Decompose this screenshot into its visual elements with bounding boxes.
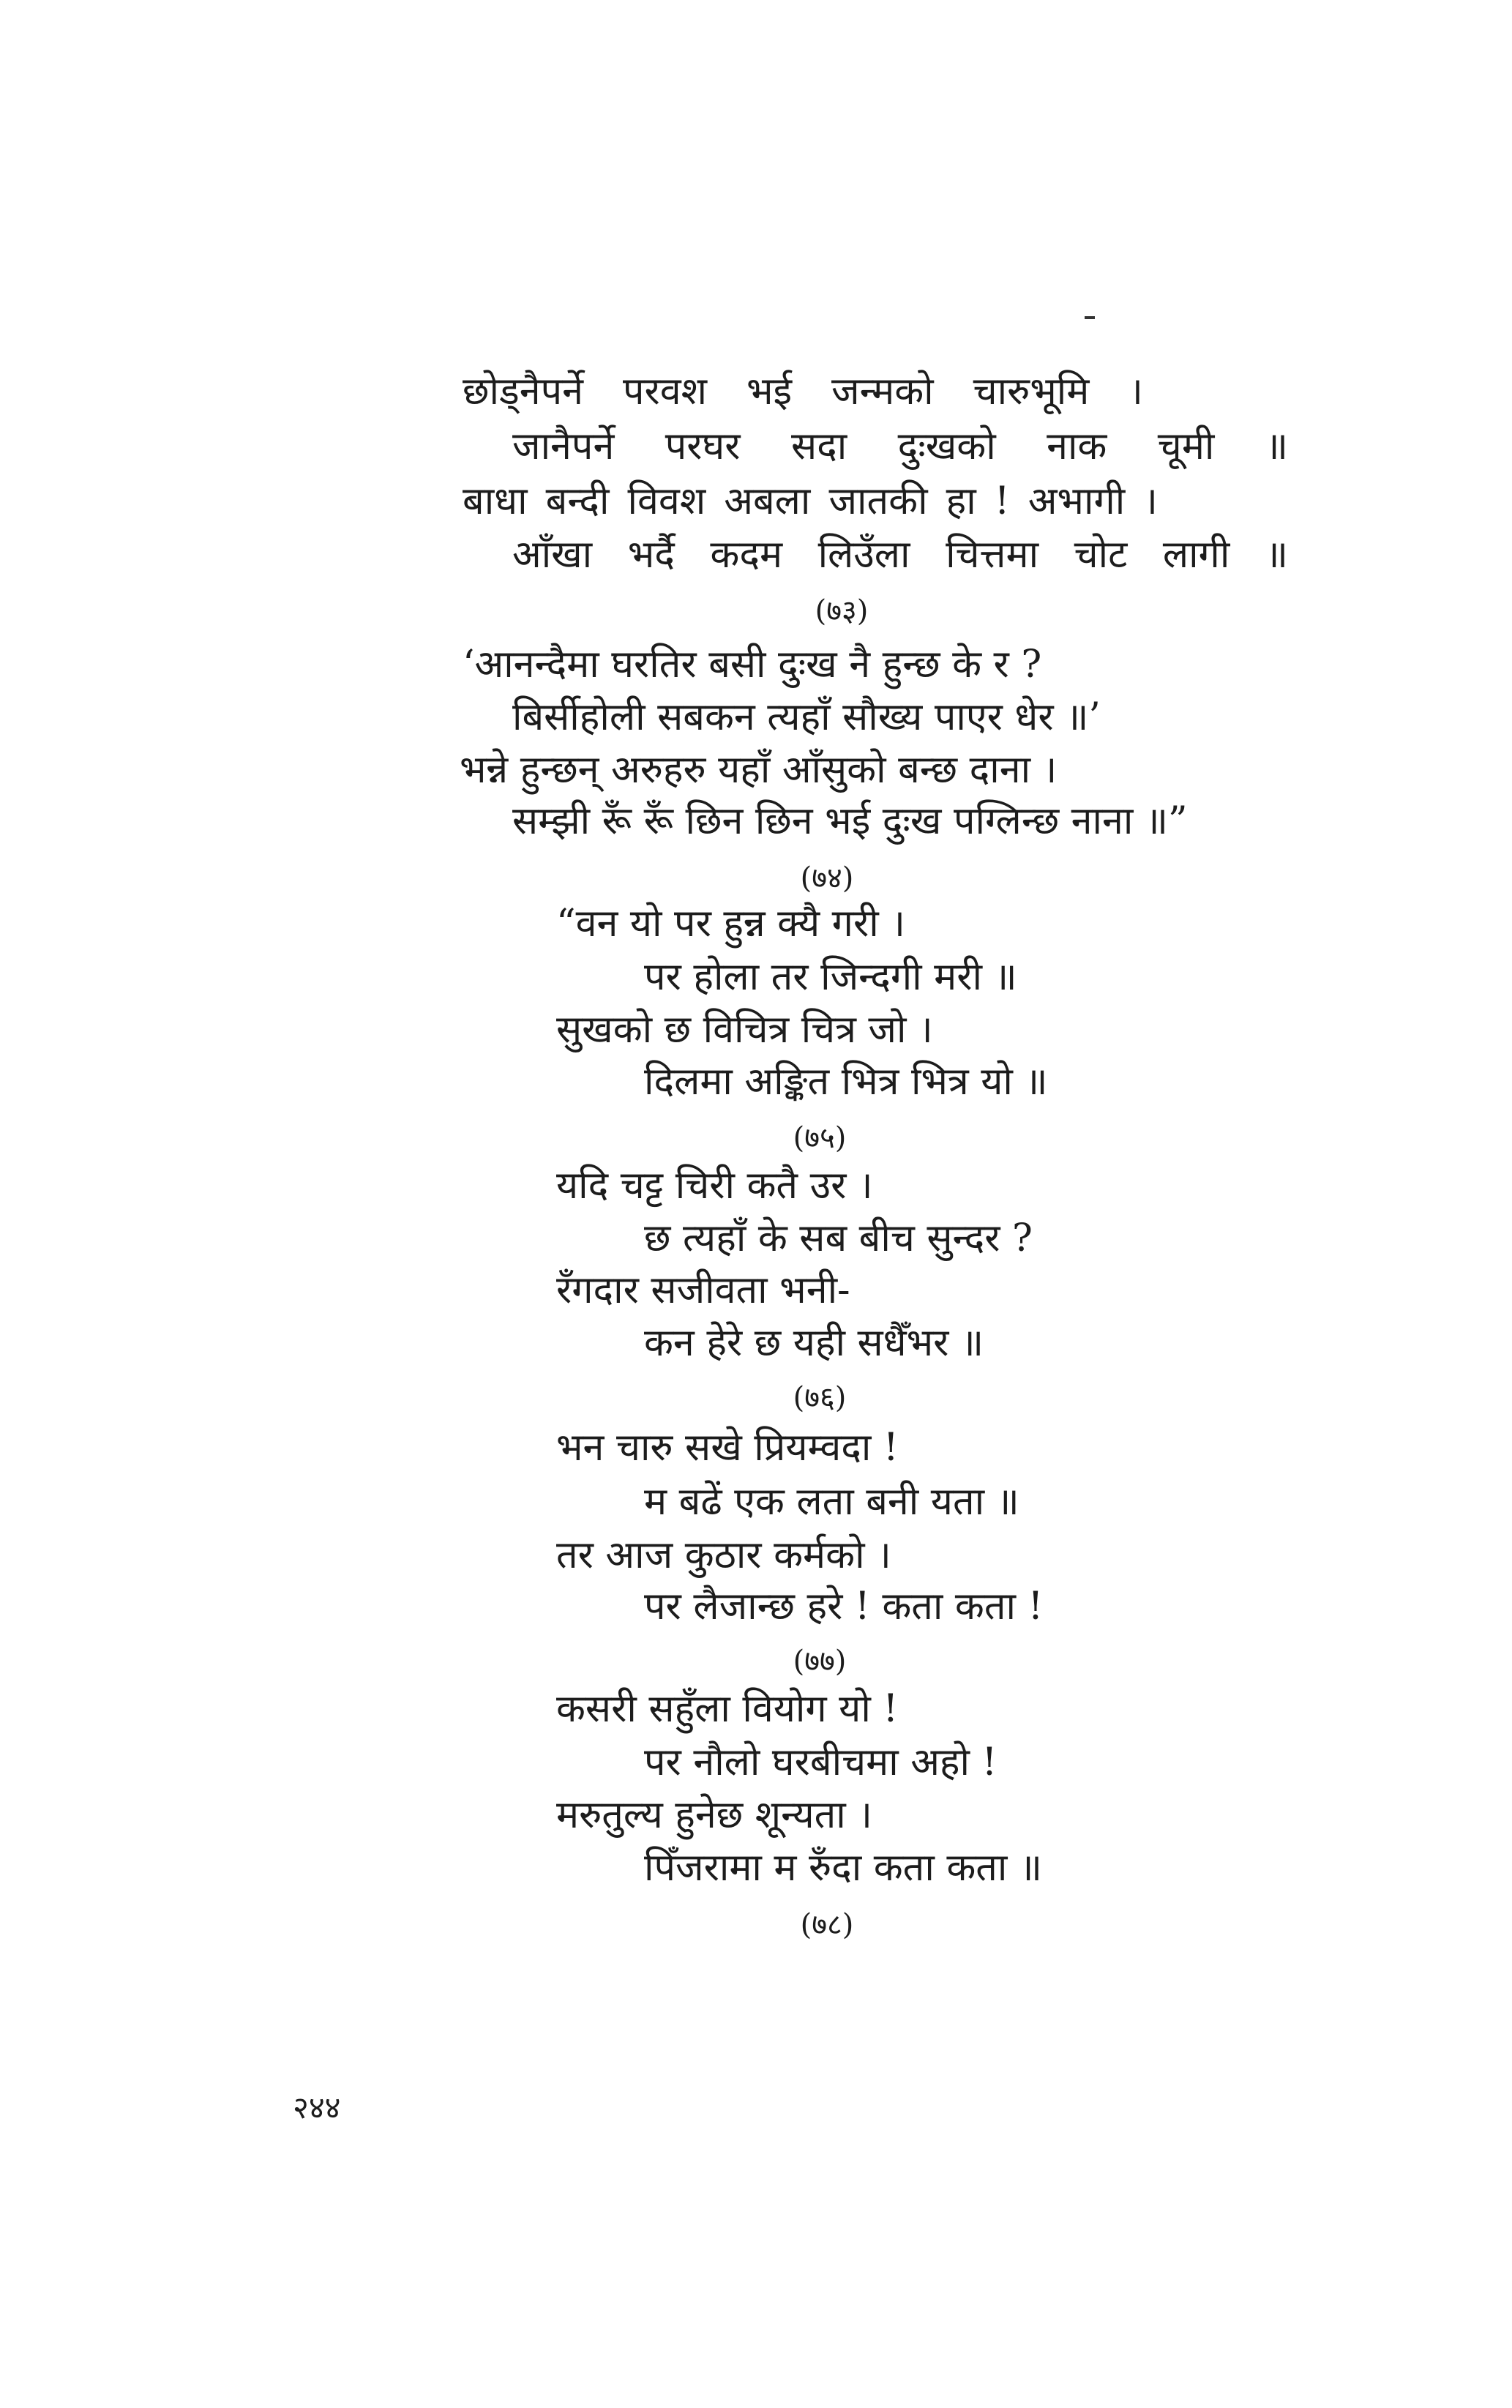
top-dash-mark xyxy=(1085,316,1095,319)
verse-line: कसरी सहुँला वियोग यो ! xyxy=(556,1687,899,1731)
verse-line: बिर्सीहोली सबकन त्यहाँ सौख्य पाएर धेर ॥’ xyxy=(512,695,1101,739)
stanza-number: (७६) xyxy=(793,1381,847,1415)
verse-line: सम्झी रूँ रूँ छिन छिन भई दुःख पग्लिन्छ नाना ॥” xyxy=(512,799,1188,843)
verse-word: आँखा xyxy=(512,533,593,577)
verse-word: ॥ xyxy=(1265,533,1288,577)
stanza-number: (७३) xyxy=(815,594,869,628)
verse-line: रँगदार सजीवता भनी- xyxy=(556,1268,850,1312)
verse-line: पर लैजान्छ हरे ! कता कता ! xyxy=(644,1585,1044,1629)
verse-line: ‘आनन्दैमा घरतिर बसी दुःख नै हुन्छ के र ? xyxy=(463,643,1042,687)
verse-line: भन्ने हुन्छन् अरुहरु यहाँ आँसुको बन्छ दाना । xyxy=(460,748,1058,792)
verse-word: ! xyxy=(994,479,1010,523)
verse-word: परवश xyxy=(622,370,708,414)
verse-line xyxy=(463,479,1158,531)
stanza-number: (७८) xyxy=(800,1908,854,1942)
verse-word: चित्तमा xyxy=(946,533,1039,577)
verse-line: छ त्यहाँ के सब बीच सुन्दर ? xyxy=(644,1216,1033,1260)
verse-line: भन चारु सखे प्रियम्वदा ! xyxy=(556,1426,899,1470)
verse-word: दुःखको xyxy=(897,425,996,468)
verse-word: कदम xyxy=(710,533,783,577)
verse-line: मरुतुल्य हुनेछ शून्यता । xyxy=(556,1793,872,1837)
verse-word: ॥ xyxy=(1265,425,1288,468)
verse-word: लागी xyxy=(1162,533,1230,577)
verse-word: चारुभूमि xyxy=(973,370,1090,414)
verse-word: विवश xyxy=(627,479,706,523)
verse-word: बाधा xyxy=(463,479,528,523)
verse-word: । xyxy=(1129,370,1143,414)
verse-word: । xyxy=(1143,479,1158,523)
stanza-number: (७५) xyxy=(793,1121,847,1155)
stanza-number: (७७) xyxy=(793,1645,847,1678)
verse-word: चोट xyxy=(1074,533,1128,577)
verse-line: पर नौलो घरबीचमा अहो ! xyxy=(644,1740,998,1784)
verse-line: तर आज कुठार कर्मको । xyxy=(556,1533,891,1577)
verse-line: कन हेरे छ यही सधैँभर ॥ xyxy=(644,1321,984,1365)
verse-word: सदा xyxy=(790,425,847,468)
verse-word: लिउँला xyxy=(817,533,910,577)
verse-word: परघर xyxy=(665,425,741,468)
verse-word: नाक xyxy=(1047,425,1107,468)
verse-line xyxy=(512,533,1288,584)
verse-word: भई xyxy=(746,370,793,414)
verse-word: अभागी xyxy=(1028,479,1126,523)
verse-word: जातकी xyxy=(828,479,928,523)
verse-word: चूमी xyxy=(1157,425,1215,468)
verse-word: अबला xyxy=(724,479,811,523)
verse-line: सुखको छ विचित्र चित्र जो । xyxy=(556,1008,933,1052)
verse-line: पिँजरामा म रुँदा कता कता ॥ xyxy=(644,1846,1043,1890)
verse-word: भर्दै xyxy=(627,533,675,577)
verse-line: दिलमा अङ्कित भित्र भित्र यो ॥ xyxy=(644,1060,1048,1104)
verse-line xyxy=(512,425,1288,476)
verse-line xyxy=(463,370,1143,421)
verse-line: म बढें एक लता बनी यता ॥ xyxy=(644,1480,1019,1524)
verse-word: छोड्नैपर्ने xyxy=(463,370,583,414)
stanza-number: (७४) xyxy=(800,861,854,895)
verse-line: यदि चट्ट चिरी कतै उर । xyxy=(556,1164,873,1208)
verse-line: पर होला तर जिन्दगी मरी ॥ xyxy=(644,955,1017,999)
verse-word: जानैपर्ने xyxy=(512,425,615,468)
verse-word: बन्दी xyxy=(545,479,610,523)
page-number: २४४ xyxy=(293,2090,341,2125)
verse-line: “वन यो पर हुन्न क्यै गरी । xyxy=(556,902,905,946)
verse-word: हा xyxy=(946,479,976,523)
verse-word: जन्मको xyxy=(831,370,934,414)
